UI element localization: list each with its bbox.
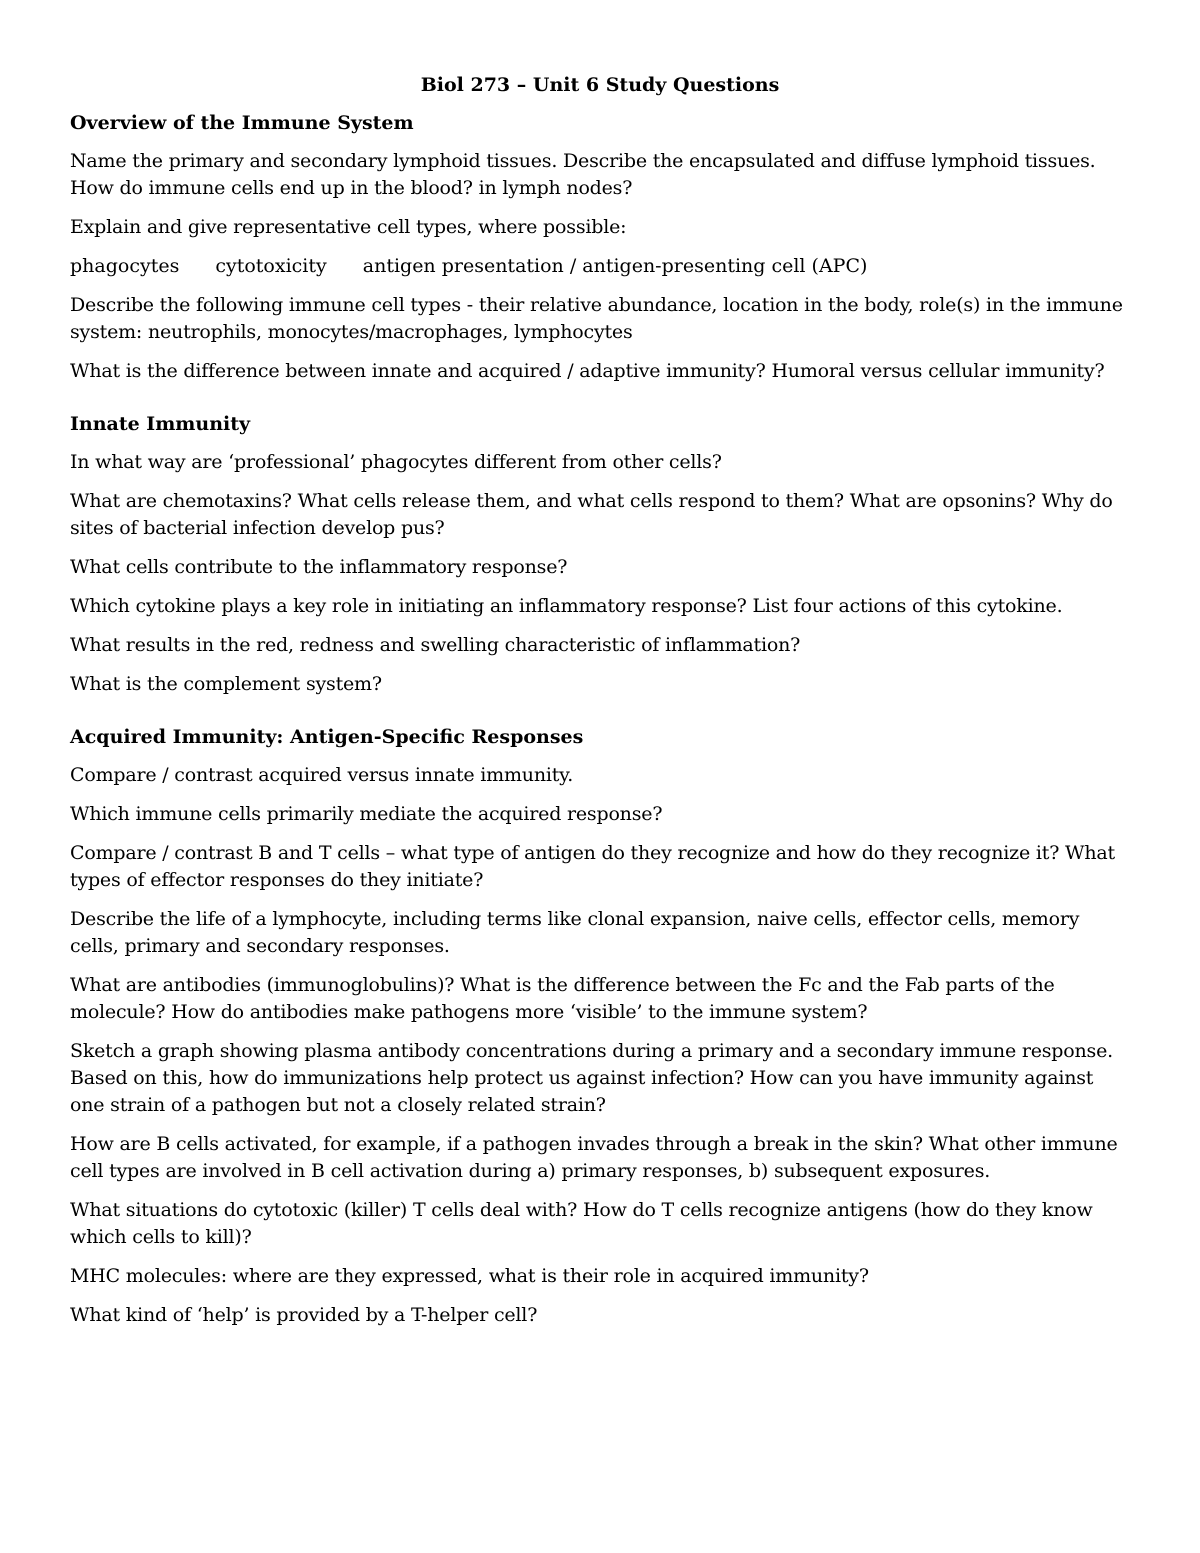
section-heading: Acquired Immunity: Antigen-Specific Responses bbox=[70, 726, 584, 748]
term-item: cytotoxicity bbox=[215, 255, 327, 277]
question-paragraph: What kind of ‘help’ is provided by a T-helper cell? bbox=[70, 1304, 538, 1326]
term-list bbox=[70, 253, 1130, 280]
question-paragraph: Name the primary and secondary lymphoid tissues. Describe the encapsulated and diffuse lymphoid tissues. How do immune cells end up in the blood? in lymph nodes? bbox=[70, 150, 1096, 199]
question-paragraph: Which immune cells primarily mediate the acquired response? bbox=[70, 803, 663, 825]
question-paragraph: What situations do cytotoxic (killer) T cells deal with? How do T cells recognize antigens (how do they know which cells to kill)? bbox=[70, 1199, 1093, 1248]
question-paragraph: What are antibodies (immunoglobulins)? What is the difference between the Fc and the Fab parts of the molecule? How do antibodies make pathogens more ‘visible’ to the immune system? bbox=[70, 974, 1055, 1023]
question-paragraph: Compare / contrast acquired versus innate immunity. bbox=[70, 764, 574, 786]
question-paragraph: What are chemotaxins? What cells release them, and what cells respond to them? What are opsonins? Why do sites of bacterial infection develop pus? bbox=[70, 490, 1113, 539]
term-item: antigen presentation / antigen-presenting cell (APC) bbox=[362, 255, 868, 277]
question-paragraph: MHC molecules: where are they expressed, what is their role in acquired immunity? bbox=[70, 1265, 869, 1287]
question-paragraph: Which cytokine plays a key role in initiating an inflammatory response? List four actions of this cytokine. bbox=[70, 595, 1063, 617]
page-title: Biol 273 – Unit 6 Study Questions bbox=[420, 74, 780, 96]
question-paragraph: Compare / contrast B and T cells – what type of antigen do they recognize and how do they recognize it? What types of effector responses do they initiate? bbox=[70, 842, 1115, 891]
question-paragraph: Describe the life of a lymphocyte, including terms like clonal expansion, naive cells, effector cells, memory cells, primary and secondary responses. bbox=[70, 908, 1080, 957]
question-paragraph: Describe the following immune cell types - their relative abundance, location in the body, role(s) in the immune system: neutrophils, monocytes/macrophages, lymphocytes bbox=[70, 294, 1123, 343]
question-paragraph: What results in the red, redness and swelling characteristic of inflammation? bbox=[70, 634, 801, 656]
section-overview bbox=[70, 110, 1130, 385]
question-paragraph: What is the complement system? bbox=[70, 673, 382, 695]
question-paragraph: Explain and give representative cell types, where possible: bbox=[70, 216, 627, 238]
question-paragraph: In what way are ‘professional’ phagocytes different from other cells? bbox=[70, 451, 722, 473]
section-heading: Overview of the Immune System bbox=[70, 112, 414, 134]
section-heading: Innate Immunity bbox=[70, 413, 251, 435]
question-paragraph: How are B cells activated, for example, if a pathogen invades through a break in the skin? What other immune cell types are involved in B cell activation during a) primary responses, b) subsequent exposures. bbox=[70, 1133, 1118, 1182]
question-paragraph: Sketch a graph showing plasma antibody concentrations during a primary and a secondary immune response. Based on this, how do immunizations help protect us against infection? How can you have immunity against one strain of a pathogen but not a closely related strain? bbox=[70, 1040, 1113, 1116]
term-item: phagocytes bbox=[70, 255, 180, 277]
section-innate-immunity bbox=[70, 411, 1130, 698]
question-paragraph: What is the difference between innate and acquired / adaptive immunity? Humoral versus cellular immunity? bbox=[70, 360, 1105, 382]
question-paragraph: What cells contribute to the inflammatory response? bbox=[70, 556, 568, 578]
section-acquired-immunity bbox=[70, 724, 1130, 1329]
